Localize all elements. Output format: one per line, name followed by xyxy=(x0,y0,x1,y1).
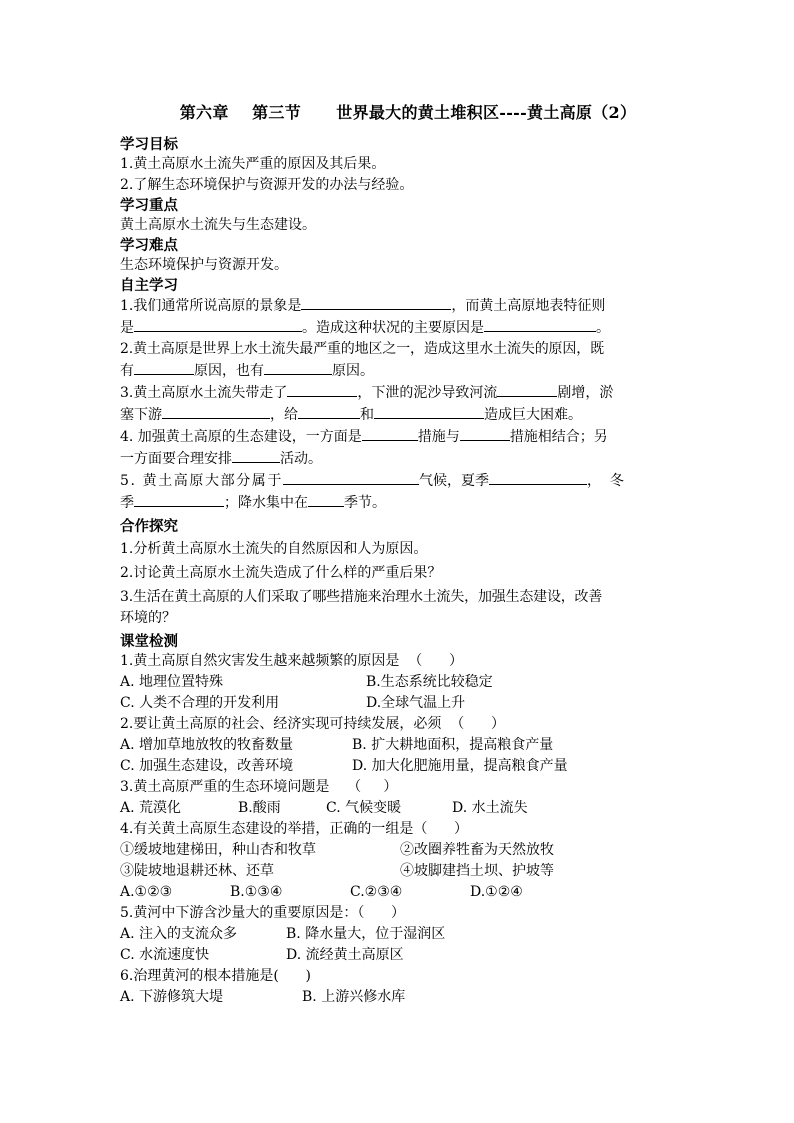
test-q2-options-row1 xyxy=(120,735,676,756)
q5-text: 气候，夏季 xyxy=(419,473,490,489)
q1-text: 1.我们通常所说高原的景象是 xyxy=(120,298,302,314)
test-q5-stem: 5.黄河中下游含沙量大的重要原因是：（ ） xyxy=(120,905,406,921)
q3-blank-2[interactable] xyxy=(497,382,557,397)
test-q4-items-row1 xyxy=(120,840,676,861)
q1-text: ，而黄土高原地表特征则 xyxy=(451,298,606,314)
option-d[interactable]: D. 水土流失 xyxy=(452,800,528,816)
page-title: 第六章 第三节 世界最大的黄土堆积区----黄土高原（2） xyxy=(179,103,637,122)
test-q1-stem: 1.黄土高原自然灾害发生越来越频繁的原因是 （ ） xyxy=(120,653,463,669)
option-d[interactable]: D.①②④ xyxy=(470,884,523,900)
test-q5-options-row1 xyxy=(120,924,676,945)
self-study-heading: 自主学习 xyxy=(120,277,178,294)
inquiry-item: 环境的？ xyxy=(120,610,176,626)
option-d[interactable]: D.全球气温上升 xyxy=(366,695,466,711)
q5-blank-2[interactable] xyxy=(489,470,587,485)
inquiry-item: 3.生活在黄土高原的人们采取了哪些措施来治理水土流失，加强生态建设，改善 xyxy=(120,589,603,605)
test-q1-options-row1 xyxy=(120,672,676,693)
test-heading: 课堂检测 xyxy=(120,633,178,650)
measure-item-2: ②改圈养牲畜为天然放牧 xyxy=(400,842,554,858)
option-c[interactable]: C. 气候变暖 xyxy=(326,800,402,816)
q1-text: 。造成这种状况的主要原因是 xyxy=(302,320,484,336)
q4-text: 4. 加强黄土高原的生态建设，一方面是 xyxy=(120,429,362,445)
q2-blank-2[interactable] xyxy=(264,360,332,375)
option-d[interactable]: D. 流经黄土高原区 xyxy=(286,947,404,963)
inquiry-item: 2.讨论黄土高原水土流失造成了什么样的严重后果？ xyxy=(120,565,442,581)
q1-blank-1[interactable] xyxy=(301,295,451,310)
q3-text: 造成巨大困难。 xyxy=(484,407,582,423)
self-study-q4-line1 xyxy=(120,426,676,448)
self-study-q2-line1: 2.黄土高原是世界上水土流失最严重的地区之一，造成这里水土流失的原因，既 xyxy=(120,341,604,357)
worksheet-content xyxy=(120,100,676,1008)
test-q2-stem: 2.要让黄土高原的社会、经济实现可持续发展，必须 （ ） xyxy=(120,716,505,732)
q3-blank-4[interactable] xyxy=(298,404,360,419)
objectives-heading: 学习目标 xyxy=(120,136,178,153)
test-q5-options-row2 xyxy=(120,945,676,966)
test-q6-options xyxy=(120,987,676,1008)
q5-blank-4[interactable] xyxy=(308,492,344,507)
option-a[interactable]: A. 荒漠化 xyxy=(120,800,182,816)
q5-text: 季 xyxy=(120,495,134,511)
q5-blank-3[interactable] xyxy=(134,492,224,507)
self-study-q4-line2 xyxy=(120,448,676,470)
self-study-q5-line1 xyxy=(120,470,676,492)
q5-text: ；降水集中在 xyxy=(224,495,308,511)
q2-blank-1[interactable] xyxy=(134,360,194,375)
q4-blank-1[interactable] xyxy=(362,426,418,441)
test-q2-options-row2 xyxy=(120,756,676,777)
option-b[interactable]: B.①③④ xyxy=(230,884,283,900)
self-study-q2-line2 xyxy=(120,360,676,382)
test-q4-stem: 4.有关黄土高原生态建设的举措，正确的一组是（ ） xyxy=(120,821,469,837)
option-d[interactable]: D. 加大化肥施用量，提高粮食产量 xyxy=(352,758,568,774)
q3-text: ，给 xyxy=(270,407,298,423)
q3-text: 和 xyxy=(360,407,374,423)
self-study-q1-line1 xyxy=(120,295,676,317)
inquiry-heading: 合作探究 xyxy=(120,518,178,535)
key-points-text: 黄土高原水土流失与生态建设。 xyxy=(120,217,316,233)
option-b[interactable]: B. 扩大耕地面积，提高粮食产量 xyxy=(352,737,554,753)
option-c[interactable]: C. 加强生态建设，改善环境 xyxy=(120,758,294,774)
q4-text: 一方面要合理安排 xyxy=(120,451,232,467)
test-q6-stem: 6.治理黄河的根本措施是( ) xyxy=(120,968,311,984)
q4-text: 措施相结合；另 xyxy=(509,429,608,445)
option-b[interactable]: B. 上游兴修水库 xyxy=(302,989,406,1005)
self-study-q1-line2 xyxy=(120,317,676,339)
q3-text: ，下泄的泥沙导致河流 xyxy=(357,385,498,401)
measure-item-4: ④坡脚建挡土坝、护坡等 xyxy=(400,863,554,879)
option-a[interactable]: A. 增加草地放牧的牧畜数量 xyxy=(120,737,294,753)
self-study-q3-line2 xyxy=(120,404,676,426)
test-q3-options xyxy=(120,798,676,819)
q4-blank-2[interactable] xyxy=(460,426,510,441)
q1-text: 。 xyxy=(596,320,610,336)
q5-text: 季节。 xyxy=(344,495,386,511)
option-c[interactable]: C.②③④ xyxy=(350,884,403,900)
option-b[interactable]: B.酸雨 xyxy=(238,800,281,816)
q2-text: 原因。 xyxy=(332,363,374,379)
q2-text: 有 xyxy=(120,363,134,379)
option-a[interactable]: A. 下游修筑大堤 xyxy=(120,989,224,1005)
q3-blank-1[interactable] xyxy=(287,382,357,397)
q5-text: ， 冬 xyxy=(587,473,624,489)
q3-text: 塞下游 xyxy=(120,407,162,423)
objective-item: 1.黄土高原水土流失严重的原因及其后果。 xyxy=(120,156,386,172)
self-study-q3-line1 xyxy=(120,382,676,404)
q4-text: 活动。 xyxy=(280,451,322,467)
option-b[interactable]: B.生态系统比较稳定 xyxy=(366,674,493,690)
option-a[interactable]: A.①②③ xyxy=(120,884,173,900)
measure-item-1: ①缓坡地建梯田，种山杏和牧草 xyxy=(120,842,316,858)
q3-text: 剧增，淤 xyxy=(557,385,614,401)
difficult-points-text: 生态环境保护与资源开发。 xyxy=(120,257,288,273)
option-b[interactable]: B. 降水量大，位于湿润区 xyxy=(286,926,446,942)
q1-blank-2[interactable] xyxy=(134,317,302,332)
inquiry-item: 1.分析黄土高原水土流失的自然原因和人为原因。 xyxy=(120,541,428,557)
key-points-heading: 学习重点 xyxy=(120,197,178,214)
self-study-q5-line2 xyxy=(120,492,676,514)
q5-blank-1[interactable] xyxy=(283,470,419,485)
difficult-points-heading: 学习难点 xyxy=(120,237,178,254)
q2-text: 原因，也有 xyxy=(194,363,264,379)
option-a[interactable]: A. 注入的支流众多 xyxy=(120,926,238,942)
q5-text: 5. 黄土高原大部分属于 xyxy=(120,473,284,489)
option-c[interactable]: C. 水流速度快 xyxy=(120,947,210,963)
test-q3-stem: 3.黄土高原严重的生态环境问题是 （ ） xyxy=(120,779,398,795)
test-q4-options xyxy=(120,882,676,903)
option-c[interactable]: C. 人类不合理的开发利用 xyxy=(120,695,280,711)
test-q4-items-row2 xyxy=(120,861,676,882)
q3-text: 3.黄土高原水土流失带走了 xyxy=(120,385,288,401)
q4-text: 措施与 xyxy=(417,429,460,445)
q3-blank-5[interactable] xyxy=(374,404,484,419)
q1-blank-3[interactable] xyxy=(484,317,596,332)
q4-blank-3[interactable] xyxy=(232,448,280,463)
q3-blank-3[interactable] xyxy=(162,404,270,419)
test-q1-options-row2 xyxy=(120,693,676,714)
q1-text: 是 xyxy=(120,320,134,336)
objective-item: 2.了解生态环境保护与资源开发的办法与经验。 xyxy=(120,177,414,193)
measure-item-3: ③陡坡地退耕还林、还草 xyxy=(120,863,274,879)
option-a[interactable]: A. 地理位置特殊 xyxy=(120,674,224,690)
